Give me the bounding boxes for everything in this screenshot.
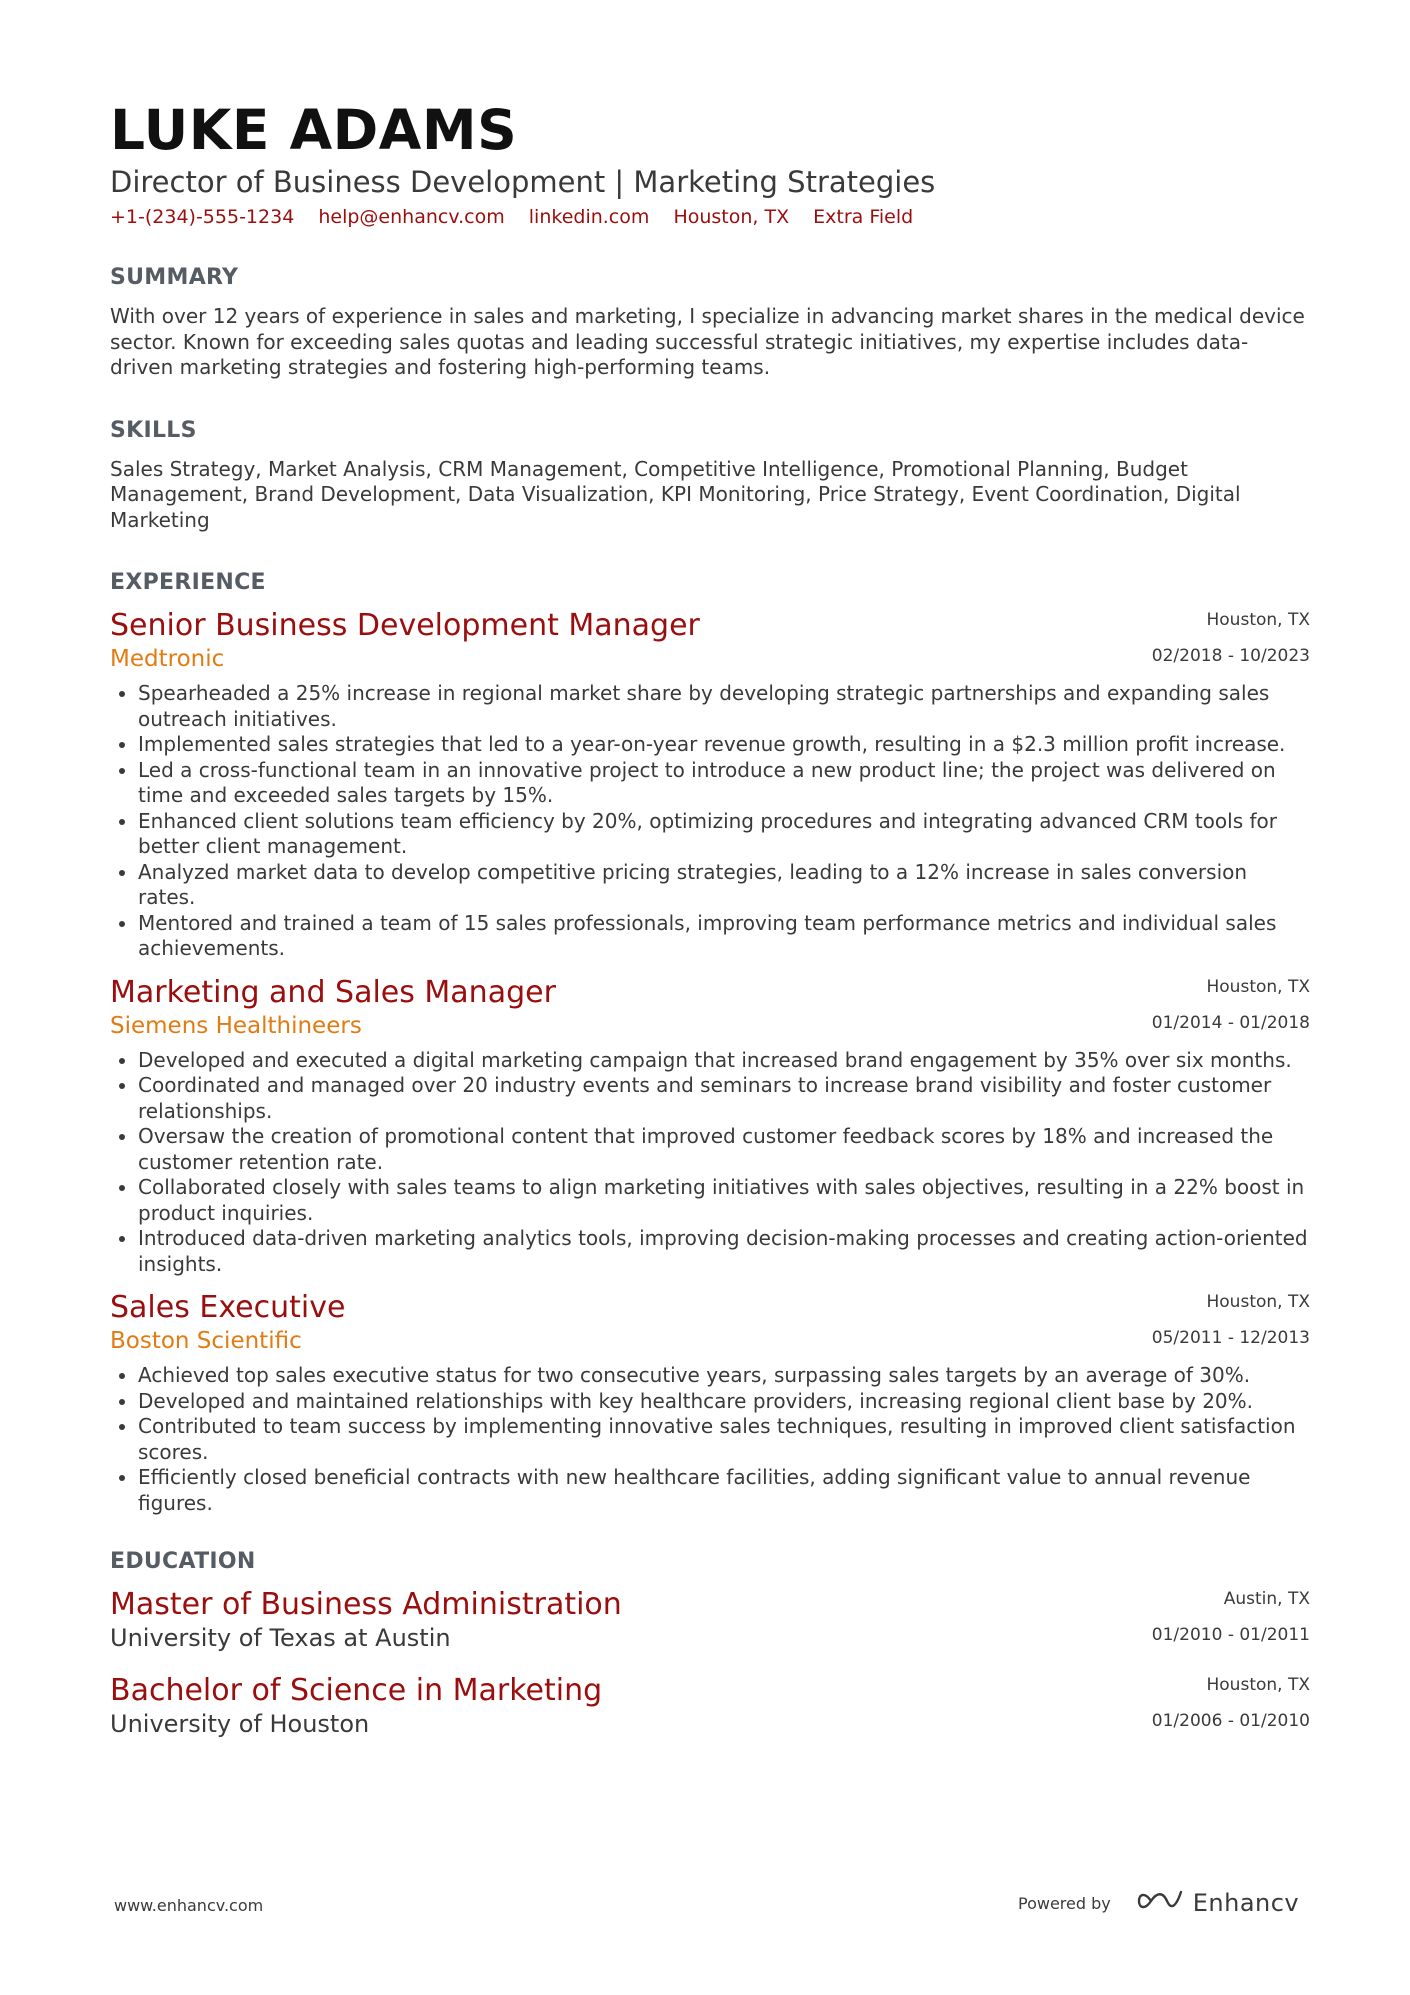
bullet-item: • Mentored and trained a team of 15 sales professionals, improving team performance metrics and individual sales achievements. (138, 911, 1310, 962)
footer-branding (1018, 1888, 1299, 1918)
brand-name: Enhancv (1192, 1889, 1300, 1917)
footer-website[interactable]: www.enhancv.com (114, 1896, 264, 1915)
job-bullets (110, 1363, 1310, 1516)
school-location: Houston, TX (1206, 1675, 1310, 1695)
school-name: University of Houston (110, 1710, 370, 1738)
school-name: University of Texas at Austin (110, 1624, 451, 1652)
bullet-item: • Oversaw the creation of promotional content that improved customer feedback scores by 18% and increased the customer retention rate. (138, 1124, 1310, 1175)
job-bullets (110, 1048, 1310, 1278)
bullet-item: • Led a cross-functional team in an innovative project to introduce a new product line; the project was delivered on time and exceeded sales targets by 15%. (138, 758, 1310, 809)
education-entry (110, 1588, 1310, 1654)
job-title: Sales Executive (110, 1290, 346, 1325)
bullet-item: • Introduced data-driven marketing analytics tools, improving decision-making processes and creating action-oriented insights. (138, 1226, 1310, 1277)
job-location: Houston, TX (1206, 976, 1310, 997)
contact-line (110, 206, 1310, 228)
school-location: Austin, TX (1223, 1589, 1310, 1609)
resume-page (110, 98, 1310, 1760)
degree-title: Bachelor of Science in Marketing (110, 1673, 603, 1708)
bullet-item: • Coordinated and managed over 20 industry events and seminars to increase brand visibility and foster customer relationships. (138, 1073, 1310, 1124)
education-dates: 01/2006 - 01/2010 (1151, 1711, 1310, 1731)
education-dates: 01/2010 - 01/2011 (1151, 1625, 1310, 1645)
education-heading: EDUCATION (110, 1549, 256, 1574)
bullet-item: • Developed and executed a digital marketing campaign that increased brand engagement by 35% over six months. (138, 1048, 1310, 1074)
bullet-item: • Contributed to team success by implementing innovative sales techniques, resulting in improved client satisfaction scores. (138, 1414, 1310, 1465)
company-name: Medtronic (110, 646, 225, 672)
experience-entry (110, 609, 1310, 962)
bullet-item: • Spearheaded a 25% increase in regional market share by developing strategic partnerships and expanding sales outreach initiatives. (138, 681, 1310, 732)
contact-extra-field: Extra Field (813, 206, 914, 228)
job-location: Houston, TX (1206, 1292, 1310, 1312)
job-dates: 02/2018 - 10/2023 (1151, 646, 1310, 666)
candidate-name: LUKE ADAMS (110, 98, 518, 162)
contact-email[interactable]: help@enhancv.com (318, 206, 505, 228)
enhancv-logo-icon (1137, 1888, 1183, 1918)
education-section (110, 1548, 1310, 1740)
job-dates: 05/2011 - 12/2013 (1151, 1328, 1310, 1348)
experience-entry (110, 1291, 1310, 1516)
powered-by-label: Powered by (1018, 1893, 1111, 1913)
bullet-item: • Analyzed market data to develop competitive pricing strategies, leading to a 12% increase in sales conversion rates. (138, 860, 1310, 911)
education-entry (110, 1674, 1310, 1740)
job-title: Marketing and Sales Manager (110, 974, 556, 1010)
experience-section (110, 569, 1310, 1516)
candidate-title: Director of Business Development | Marketing Strategies (110, 165, 936, 199)
degree-title: Master of Business Administration (110, 1587, 622, 1622)
skills-section (110, 417, 1310, 534)
bullet-item: • Collaborated closely with sales teams to align marketing initiatives with sales objectives, resulting in a 22% boost in product inquiries. (138, 1175, 1310, 1226)
experience-entry (110, 976, 1310, 1278)
company-name: Siemens Healthineers (110, 1012, 362, 1039)
bullet-item: • Implemented sales strategies that led to a year-on-year revenue growth, resulting in a $2.3 million profit increase. (138, 732, 1310, 758)
contact-location: Houston, TX (673, 206, 790, 228)
contact-linkedin[interactable]: linkedin.com (528, 206, 650, 228)
job-location: Houston, TX (1206, 610, 1310, 630)
summary-heading: SUMMARY (110, 265, 239, 290)
job-title: Senior Business Development Manager (110, 608, 700, 643)
company-name: Boston Scientific (110, 1328, 302, 1354)
job-dates: 01/2014 - 01/2018 (1151, 1012, 1310, 1033)
contact-phone[interactable]: +1-(234)-555-1234 (110, 206, 295, 228)
experience-heading: EXPERIENCE (110, 570, 266, 595)
job-bullets (110, 681, 1310, 962)
skills-text: Sales Strategy, Market Analysis, CRM Management, Competitive Intelligence, Promotional Planning, Budget Management, Brand Development, Data Visualization, KPI Monitoring, Price Strategy, Event Coordination, Digital Marketing (110, 456, 1241, 532)
bullet-item: • Efficiently closed beneficial contracts with new healthcare facilities, adding significant value to annual revenue figures. (138, 1465, 1310, 1516)
skills-heading: SKILLS (110, 417, 197, 443)
bullet-item: • Enhanced client solutions team efficiency by 20%, optimizing procedures and integrating advanced CRM tools for better client management. (138, 809, 1310, 860)
summary-text: With over 12 years of experience in sales and marketing, I specialize in advancing market shares in the medical device sector. Known for exceeding sales quotas and leading successful strategic initiatives, my expertise includes data-driven marketing strategies and fostering high-performing teams. (110, 304, 1305, 379)
bullet-item: • Developed and maintained relationships with key healthcare providers, increasing regional client base by 20%. (138, 1389, 1310, 1415)
summary-section (110, 264, 1310, 381)
bullet-item: • Achieved top sales executive status for two consecutive years, surpassing sales targets by an average of 30%. (138, 1363, 1310, 1389)
